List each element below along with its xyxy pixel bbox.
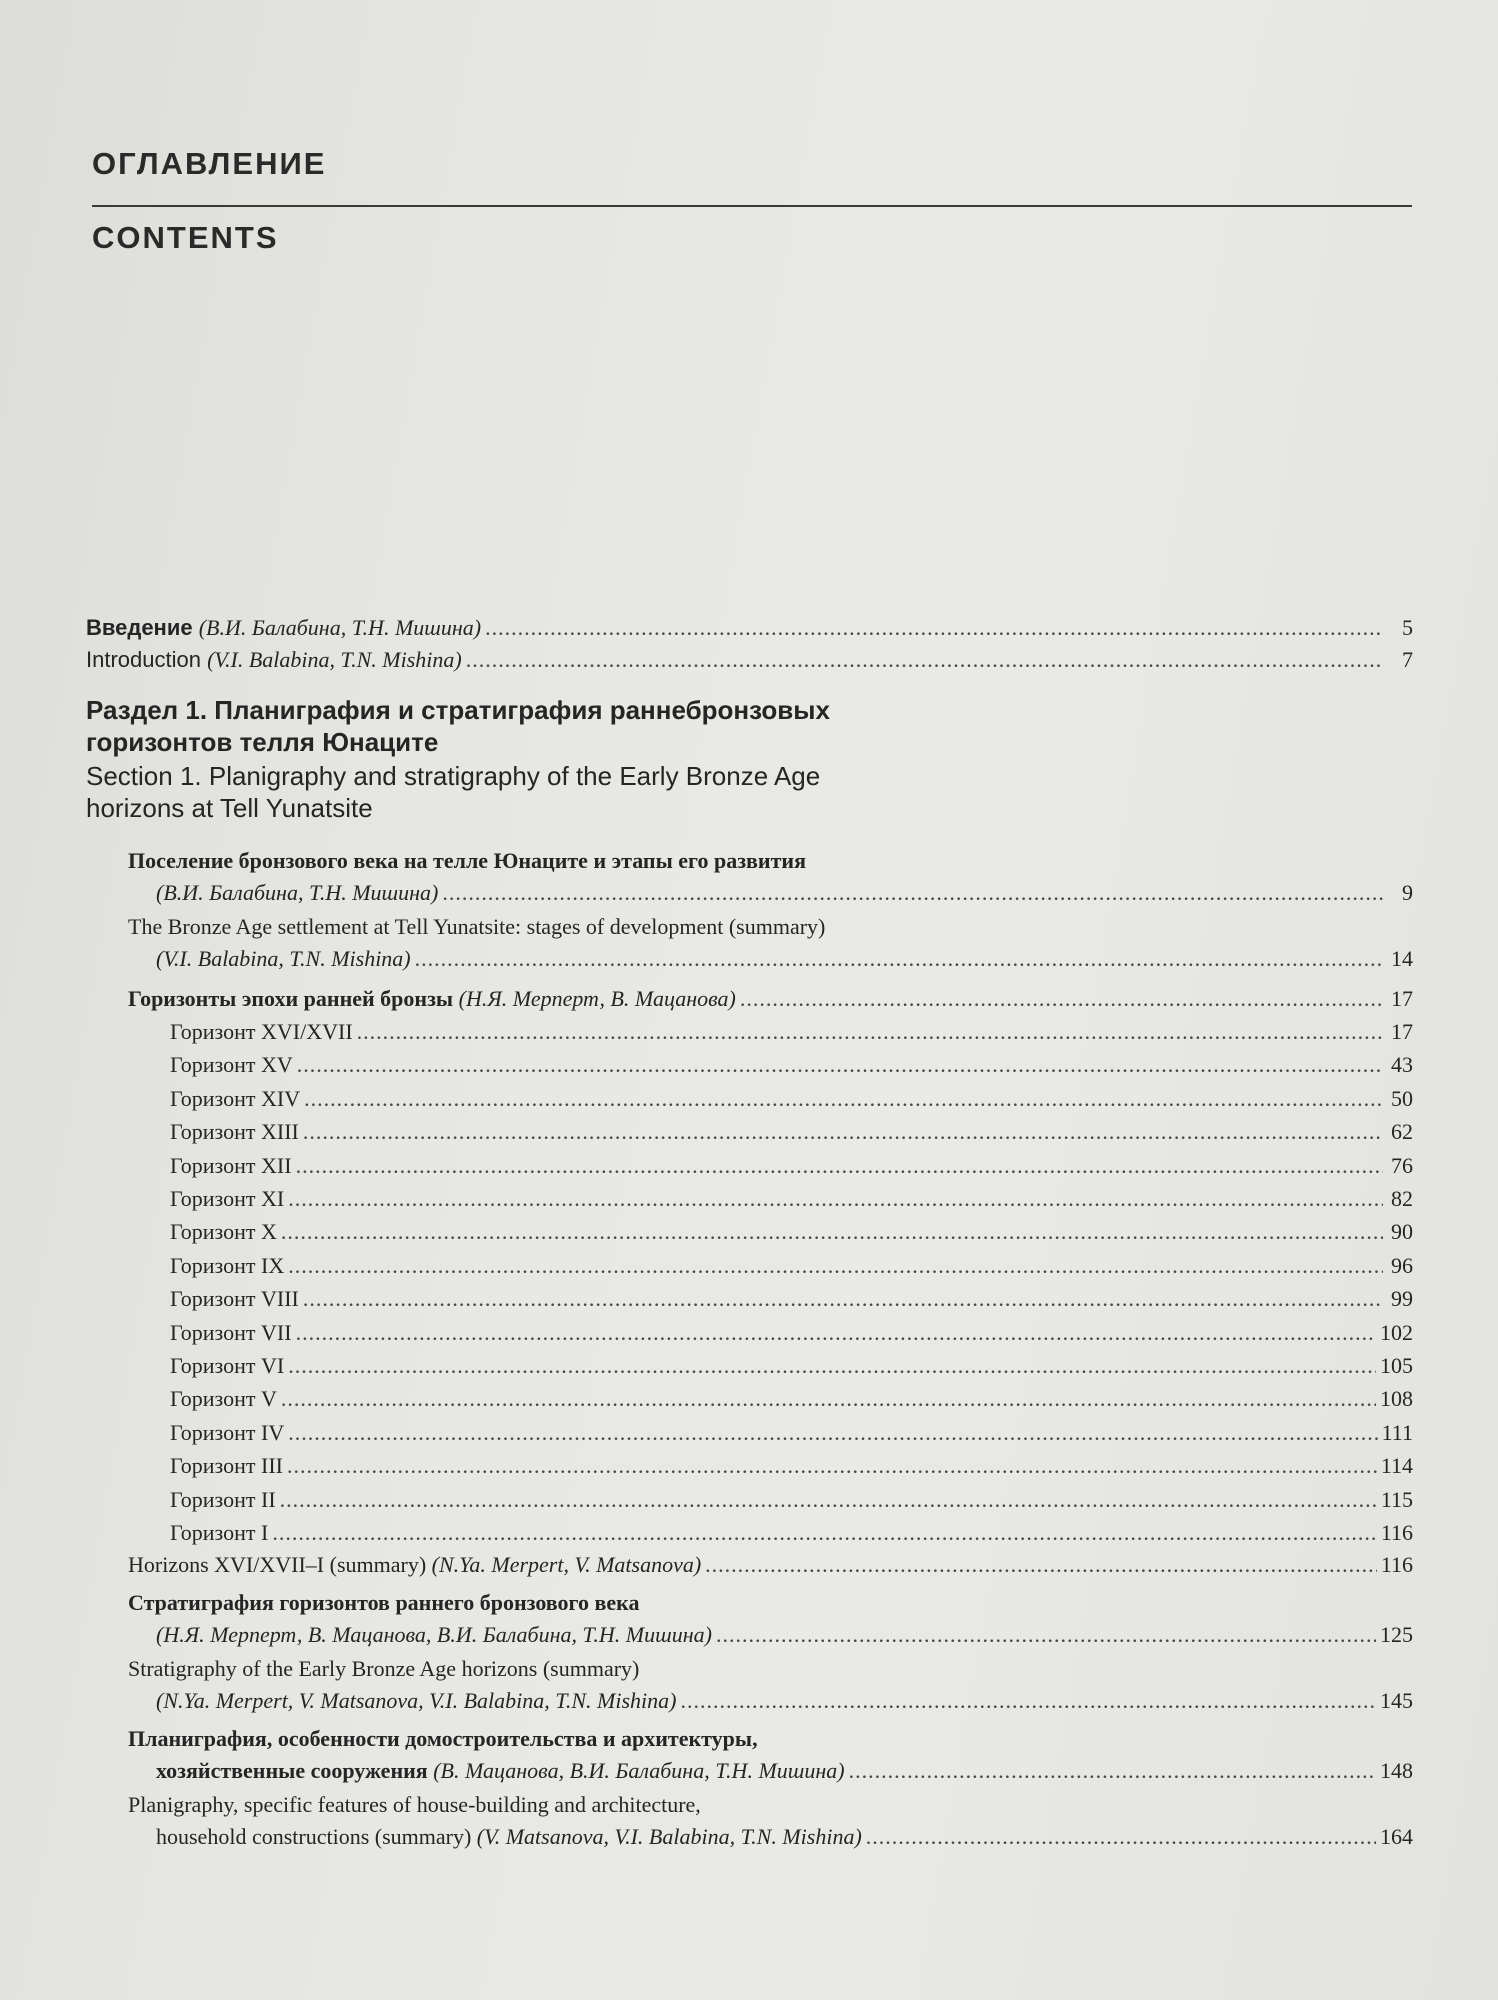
entry-title: Горизонт VIII (170, 1286, 299, 1312)
page-number: 43 (1391, 1052, 1413, 1078)
toc-entry-horizon (170, 1451, 1413, 1481)
leader-dots (866, 1822, 1376, 1852)
page-number: 50 (1391, 1085, 1413, 1111)
toc-entry-stratigraphy-ru (156, 1620, 1413, 1650)
toc-entry-planigraphy-en-title: Planigraphy, specific features of house-building and architecture, (128, 1792, 701, 1817)
heading-ru: ОГЛАВЛЕНИЕ (92, 146, 327, 181)
page-number: 116 (1380, 1520, 1413, 1545)
toc-entry-horizon (170, 1418, 1413, 1448)
toc-entry-horizon (170, 1518, 1413, 1548)
leader-dots (303, 1284, 1383, 1314)
page-number: 76 (1391, 1152, 1413, 1178)
leader-dots (296, 1318, 1376, 1348)
leader-dots (280, 1485, 1377, 1515)
entry-authors: (N.Ya. Merpert, V. Matsanova) (431, 1552, 702, 1577)
toc-entry-settlement-en-title: The Bronze Age settlement at Tell Yunatsite: stages of development (summary) (128, 914, 826, 939)
entry-title: Горизонт XIV (170, 1085, 301, 1111)
page-number: 99 (1391, 1286, 1413, 1312)
entry-title: Горизонт III (170, 1453, 283, 1479)
leader-dots (281, 1384, 1376, 1414)
leader-dots (288, 1351, 1376, 1381)
leader-dots (442, 878, 1383, 908)
toc-entry-stratigraphy-ru-title: Стратиграфия горизонтов раннего бронзового века (128, 1590, 640, 1615)
entry-title: хозяйственные сооружения (156, 1758, 428, 1783)
page-number: 96 (1391, 1252, 1413, 1278)
entry-title: Горизонты эпохи ранней бронзы (128, 986, 454, 1011)
toc-entry-horizon (170, 1184, 1413, 1214)
leader-dots (705, 1550, 1377, 1580)
leader-dots (296, 1151, 1383, 1181)
page-number: 102 (1380, 1319, 1413, 1345)
toc-entry-horizon (170, 1217, 1413, 1247)
entry-title: Горизонт XI (170, 1186, 285, 1211)
page-number: 82 (1391, 1186, 1413, 1211)
entry-title: Горизонт IV (170, 1419, 285, 1445)
page-number: 125 (1380, 1622, 1413, 1647)
toc-entry-horizon (170, 1351, 1413, 1381)
page-number: 116 (1380, 1552, 1413, 1577)
toc-entry-horizon (170, 1017, 1413, 1047)
leader-dots (281, 1217, 1383, 1247)
toc-entry-horizon (170, 1284, 1413, 1314)
entry-title: Горизонт XV (170, 1052, 293, 1078)
page-number: 108 (1380, 1386, 1413, 1412)
toc-entry-planigraphy-ru-title: Планиграфия, особенности домостроительства и архитектуры, (128, 1726, 758, 1751)
leader-dots (716, 1620, 1376, 1650)
entry-authors: (Н.Я. Мерперт, В. Мацанова) (458, 986, 736, 1011)
page-number: 7 (1402, 647, 1413, 672)
section-title-en-line1: Section 1. Planigraphy and stratigraphy of the Early Bronze Age (86, 761, 821, 791)
leader-dots (288, 1184, 1383, 1214)
entry-title: Introduction (86, 647, 201, 672)
entry-authors: (V.I. Balabina, T.N. Mishina) (207, 647, 462, 672)
page-number: 90 (1391, 1219, 1413, 1245)
entry-title: Горизонт I (170, 1520, 269, 1545)
page-number: 111 (1381, 1419, 1413, 1445)
heading-en: CONTENTS (92, 220, 279, 255)
leader-dots (740, 984, 1383, 1014)
toc-entry-horizons-summary (128, 1550, 1413, 1580)
leader-dots (485, 613, 1383, 643)
page-number: 62 (1391, 1119, 1413, 1145)
toc-entry-horizon (170, 1151, 1413, 1181)
toc-entry-settlement-en (156, 944, 1413, 974)
entry-title: Введение (86, 615, 193, 640)
leader-dots (680, 1686, 1376, 1716)
page-number: 115 (1380, 1486, 1413, 1512)
toc-entry-intro-ru (86, 613, 1413, 643)
toc-entry-settlement-ru-title: Поселение бронзового века на телле Юнаците и этапы его развития (128, 848, 806, 873)
entry-title: Горизонт II (170, 1486, 276, 1512)
toc-entry-horizon (170, 1117, 1413, 1147)
leader-dots (272, 1518, 1376, 1548)
entry-title: Горизонт XII (170, 1152, 292, 1178)
toc-entry-planigraphy-ru (156, 1756, 1413, 1786)
entry-authors: (Н.Я. Мерперт, В. Мацанова, В.И. Балабина, Т.Н. Мишина) (156, 1622, 712, 1647)
heading-divider (92, 205, 1412, 207)
page-number: 164 (1380, 1824, 1413, 1849)
entry-title: household constructions (summary) (156, 1824, 472, 1849)
toc-entry-stratigraphy-en-title: Stratigraphy of the Early Bronze Age horizons (summary) (128, 1656, 640, 1681)
toc-entry-horizons (128, 984, 1413, 1014)
toc-entry-settlement-ru (156, 878, 1413, 908)
page-number: 5 (1402, 615, 1413, 640)
toc-entry-stratigraphy-en (156, 1686, 1413, 1716)
leader-dots (466, 645, 1383, 675)
leader-dots (849, 1756, 1376, 1786)
entry-title: Horizons XVI/XVII–I (summary) (128, 1552, 427, 1577)
entry-title: Горизонт XVI/XVII (170, 1019, 353, 1044)
section-title-en-line2: horizons at Tell Yunatsite (86, 793, 373, 823)
page-number: 105 (1380, 1353, 1413, 1378)
toc-entry-horizon (170, 1050, 1413, 1080)
entry-title: Горизонт VII (170, 1319, 292, 1345)
entry-authors: (В.И. Балабина, Т.Н. Мишина) (156, 880, 439, 905)
page-number: 114 (1380, 1453, 1413, 1479)
page-number: 17 (1391, 986, 1413, 1011)
section-title-ru-line2: горизонтов телля Юнаците (86, 727, 439, 757)
entry-title: Горизонт IX (170, 1252, 285, 1278)
entry-authors: (В.И. Балабина, Т.Н. Мишина) (198, 615, 482, 640)
leader-dots (357, 1017, 1383, 1047)
toc-entry-horizon (170, 1485, 1413, 1515)
toc-entry-horizon (170, 1384, 1413, 1414)
leader-dots (288, 1251, 1383, 1281)
leader-dots (288, 1418, 1377, 1448)
page-number: 9 (1402, 880, 1413, 905)
entry-authors: (В. Мацанова, В.И. Балабина, Т.Н. Мишина) (433, 1758, 845, 1783)
entry-title: Горизонт XIII (170, 1119, 299, 1145)
leader-dots (415, 944, 1383, 974)
page-number: 14 (1391, 946, 1413, 971)
entry-authors: (N.Ya. Merpert, V. Matsanova, V.I. Balabina, T.N. Mishina) (156, 1688, 677, 1713)
toc-entry-horizon (170, 1318, 1413, 1348)
entry-authors: (V. Matsanova, V.I. Balabina, T.N. Mishina) (476, 1824, 862, 1849)
leader-dots (304, 1084, 1383, 1114)
page-number: 148 (1380, 1758, 1413, 1783)
entry-title: Горизонт X (170, 1219, 277, 1245)
leader-dots (303, 1117, 1383, 1147)
entry-authors: (V.I. Balabina, T.N. Mishina) (156, 946, 411, 971)
page-number: 145 (1380, 1688, 1413, 1713)
leader-dots (297, 1050, 1383, 1080)
toc-entry-horizon (170, 1251, 1413, 1281)
entry-title: Горизонт V (170, 1386, 277, 1412)
toc-entry-planigraphy-en (156, 1822, 1413, 1852)
page-number: 17 (1391, 1019, 1413, 1044)
toc-entry-horizon (170, 1084, 1413, 1114)
leader-dots (287, 1451, 1377, 1481)
entry-title: Горизонт VI (170, 1353, 285, 1378)
toc-entry-intro-en (86, 645, 1413, 675)
section-title-ru-line1: Раздел 1. Планиграфия и стратиграфия раннебронзовых (86, 695, 830, 725)
